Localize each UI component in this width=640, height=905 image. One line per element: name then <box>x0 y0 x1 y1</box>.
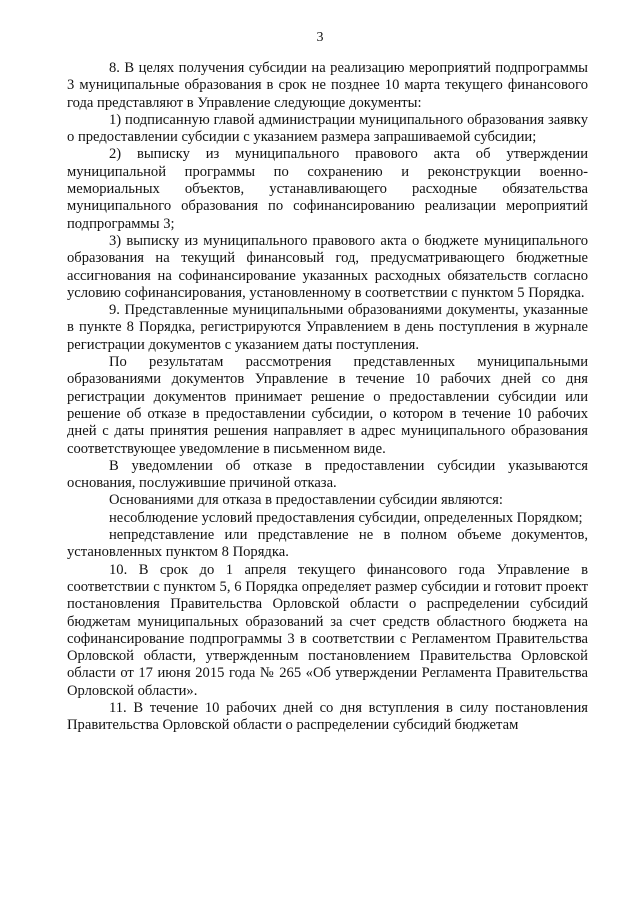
paragraph-review-results: По результатам рассмотрения представленных муниципальными образованиями документов Управление в течение 10 рабочих дней со дня регистрации документов принимает решение о предоставлении субсидии или решение об отказе в предоставлении субсидии, о котором в течение 10 рабочих дней с даты принятия решения направляет в адрес муниципального образования соответствующее уведомление в письменном виде. <box>67 354 588 457</box>
paragraph-ground-noncompliance: несоблюдение условий предоставления субсидии, определенных Порядком; <box>109 509 583 526</box>
page-number: 3 <box>316 30 324 45</box>
paragraph-subitem-2: 2) выписку из муниципального правового акта об утверждении муниципальной программы по сохранению и реконструкции военно-мемориальных объектов, устанавливающего расходные обязательства муниципального образования по софинансированию реализации мероприятий подпрограммы 3; <box>67 146 588 232</box>
paragraph-item-8: 8. В целях получения субсидии на реализацию мероприятий подпрограммы 3 муниципальные образования в срок не позднее 10 марта текущего финансового года представляют в Управление следующие документы: <box>67 60 588 111</box>
paragraph-item-10: 10. В срок до 1 апреля текущего финансового года Управление в соответствии с пунктом 5, 6 Порядка определяет размер субсидии и готовит проект постановления Правительства Орловской области о распределении субсидий бюджетам муниципальных образований за счет средств областного бюджета на софинансирование подпрограммы 3 в соответствии с Регламентом Правительства Орловской области, утвержденным постановлением Правительства Орловской области от 17 июня 2015 года № 265 «Об утверждении Регламента Правительства Орловской области». <box>67 561 588 699</box>
paragraph-ground-incomplete: непредставление или представление не в полном объеме документов, установленных пунктом 8 Порядка. <box>67 527 588 561</box>
paragraph-subitem-1: 1) подписанную главой администрации муниципального образования заявку о предоставлении субсидии с указанием размера запрашиваемой субсидии; <box>67 111 588 146</box>
paragraph-subitem-3: 3) выписку из муниципального правового акта о бюджете муниципального образования на текущий финансовый год, предусматривающего бюджетные ассигнования на софинансирование указанных расходных обязательств согласно условию софинансирования, установленному в соответствии с пунктом 5 Порядка. <box>67 232 588 301</box>
paragraph-refusal-notice: В уведомлении об отказе в предоставлении субсидии указываются основания, послужившие причиной отказа. <box>67 457 588 492</box>
paragraph-item-9: 9. Представленные муниципальными образованиями документы, указанные в пункте 8 Порядка, регистрируются Управлением в день поступления в журнале регистрации документов с указанием даты поступления. <box>67 302 588 353</box>
paragraph-item-11: 11. В течение 10 рабочих дней со дня вступления в силу постановления Правительства Орловской области о распределении субсидий бюджетам <box>67 699 588 734</box>
document-body <box>67 60 588 735</box>
paragraph-refusal-grounds: Основаниями для отказа в предоставлении субсидии являются: <box>109 492 503 509</box>
